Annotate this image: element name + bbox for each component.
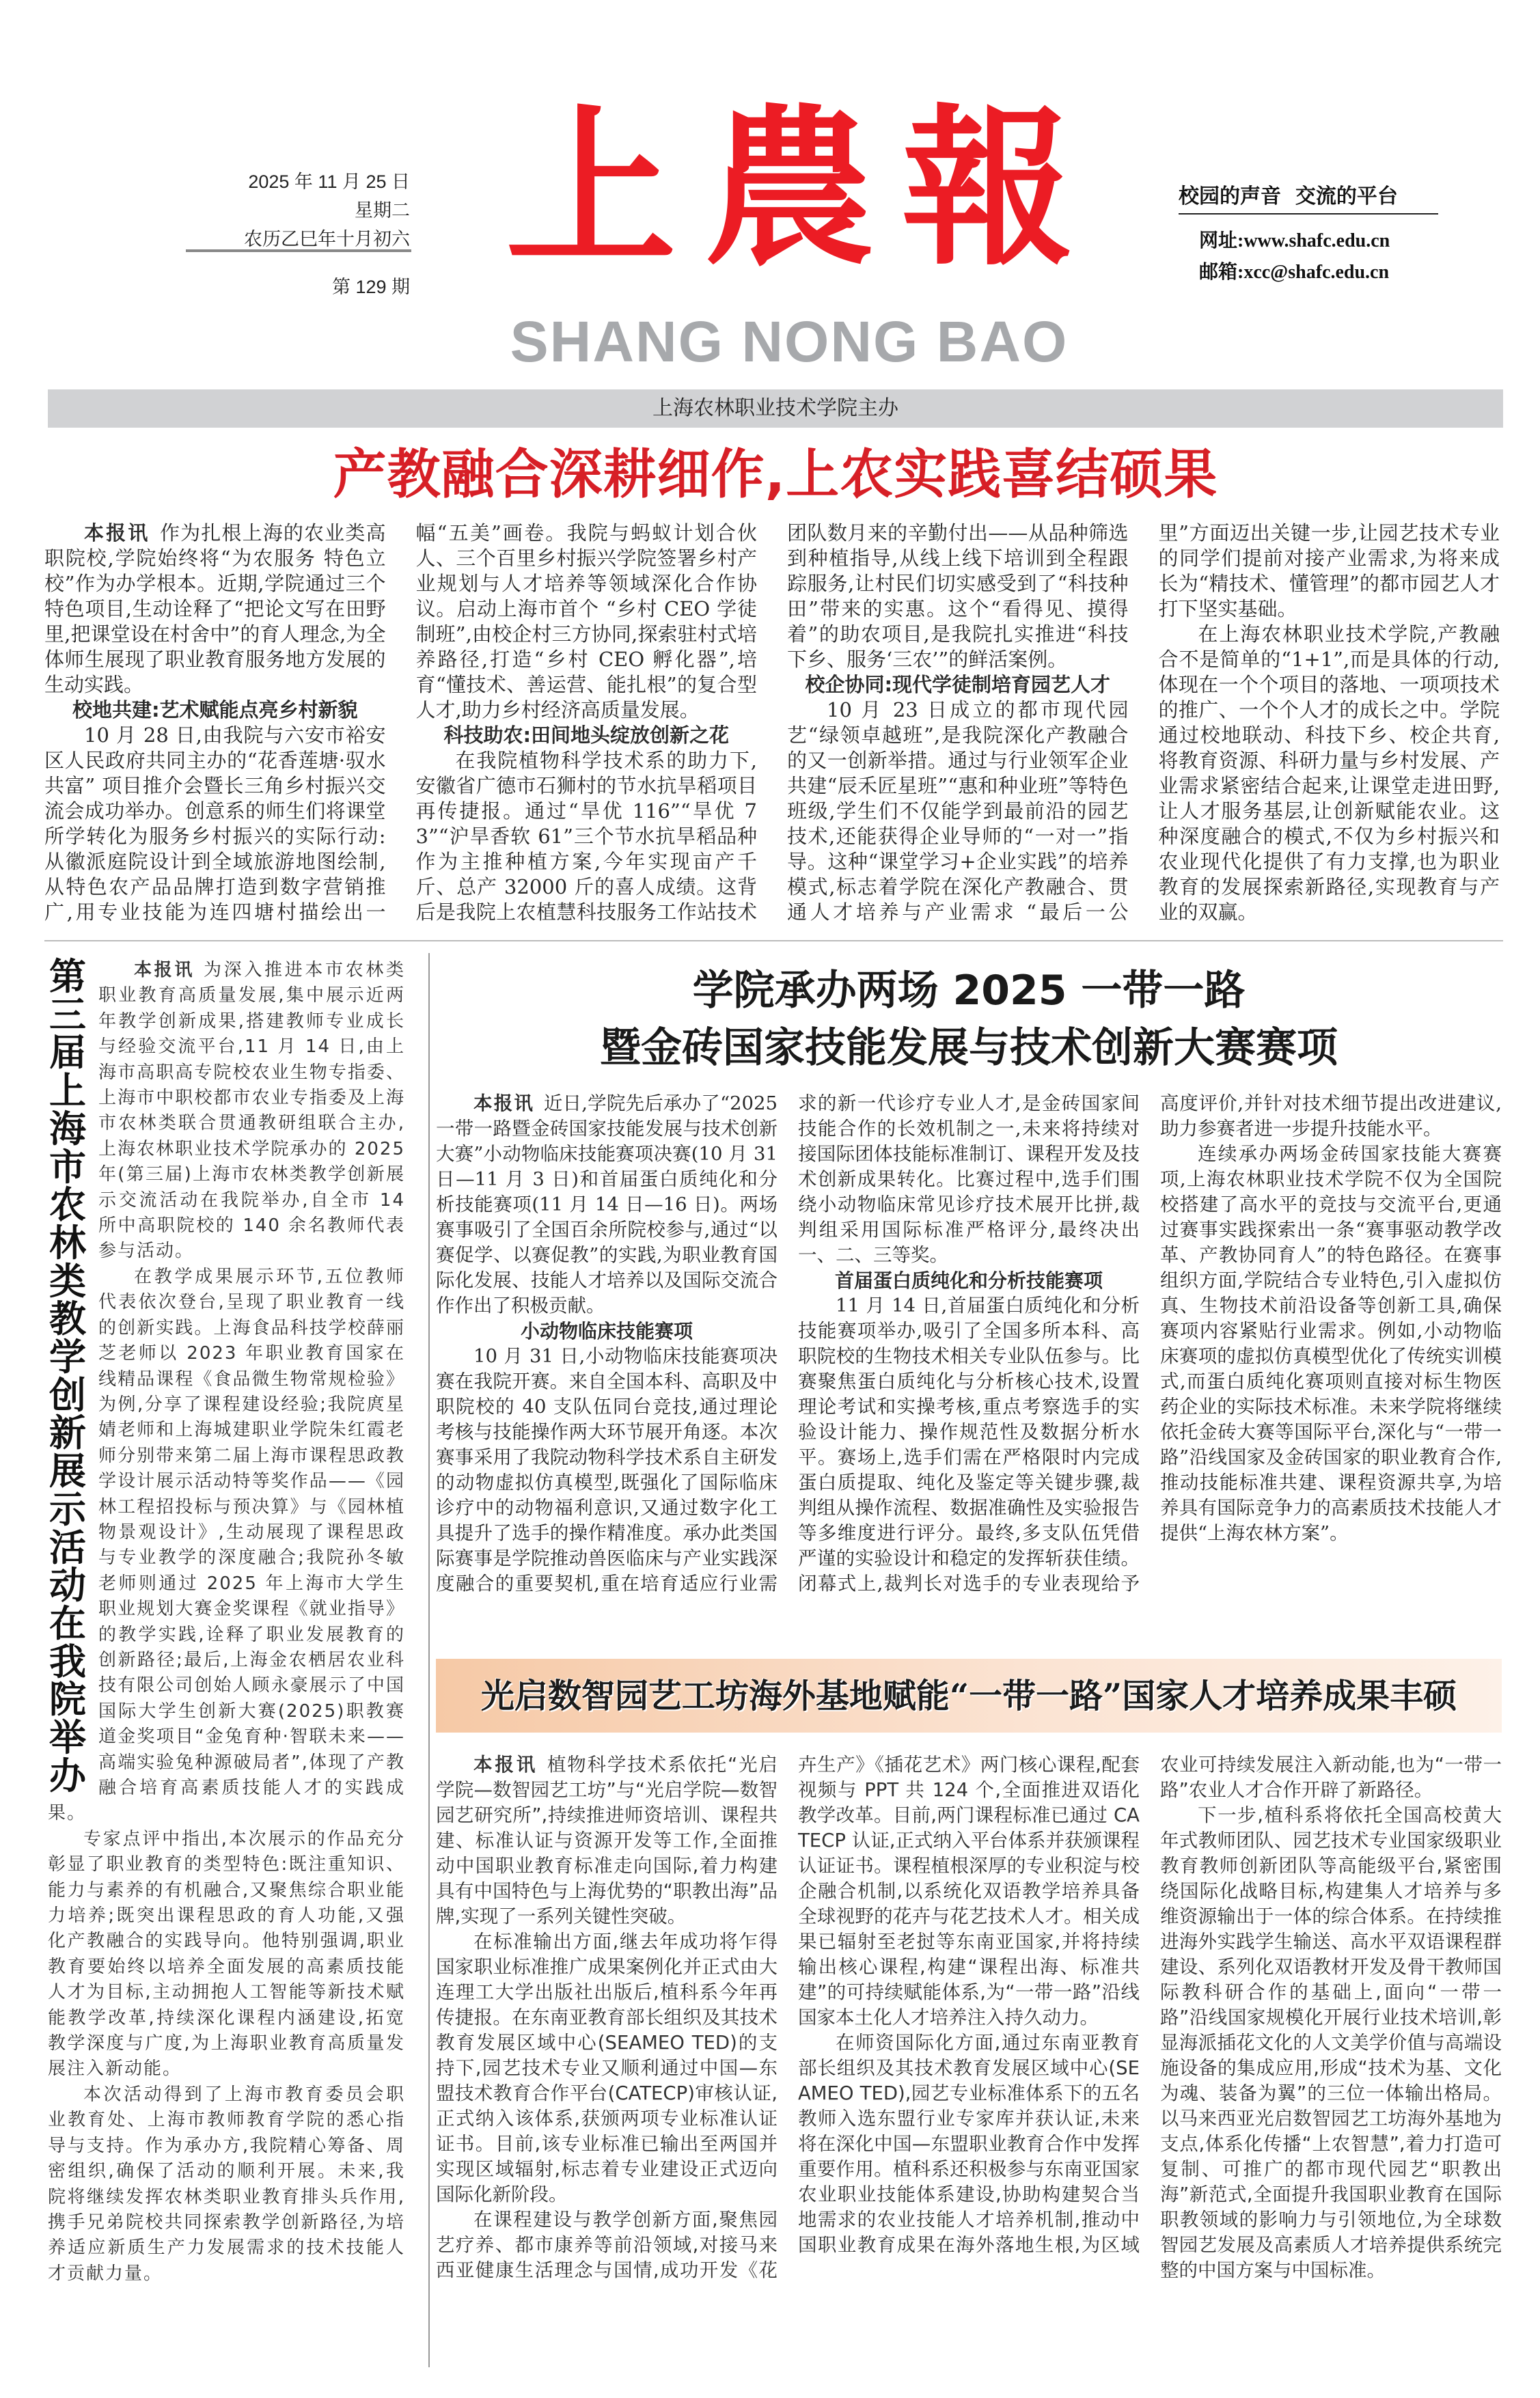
subheading: 首届蛋白质纯化和分析技能赛项 [834, 1269, 1103, 1292]
email-link[interactable]: 邮箱:xcc@shafc.edu.cn [1199, 262, 1390, 283]
paragraph-text: 作为扎根上海的农业类高职院校,学院始终将“为农服务 特色立校”作为办学根本。近期,学院通过三个特色项目,生动诠释了“把论文写在田野里,把课堂设在村舍中”的育人理念,为全体师生展现了职业教育服务地方发展的生动实践。 [44, 521, 386, 696]
paragraph: 下一步,植科系将依托全国高校黄大年式教师团队、园艺技术专业国家级职业教育教师创新团队等高能级平台,紧密围绕国际化战略目标,构建集人才培养与多维资源输出于一体的综合体系。在持续推进海外实践学生输送、高水平双语课程群建设、系列化双语教材开发及骨干教师国际教科研合作的基础上,面向“一带一路”沿线国家规模化开展行业技术培训,彰显海派插花文化的人文美学价值与高端设施设备的集成应用,形成“技术为基、文化为魂、装备为翼”的三位一体输出格局。以马来西亚光启数智园艺工坊海外基地为支点,体系化传播“上农智慧”,着力打造可复制、可推广的都市现代园艺“职教出海”新范式,全面提升我国职业教育在国际职教领域的影响力与引领地位,为全球数智园艺发展及高素质人才培养提供系统完整的中国方案与中国标准。 [1160, 1804, 1502, 2281]
website-link[interactable]: 网址:www.shafc.edu.cn [1199, 230, 1390, 251]
logo-char: 上 [506, 87, 676, 288]
article2-title [436, 962, 1502, 1077]
paragraph [436, 1091, 778, 1319]
subheading: 小动物临床技能赛项 [520, 1320, 693, 1342]
logo-char: 報 [902, 87, 1073, 288]
left-article-title: 第三届上海市农林类教学创新展示活动在我院举办 [49, 954, 86, 1797]
subheading: 校企协同:现代学徒制培育园艺人才 [805, 673, 1111, 696]
subheading: 校地共建:艺术赋能点亮乡村新貌 [72, 698, 358, 721]
paragraph [44, 521, 386, 698]
sponsor-banner: 上海农林职业技术学院主办 [48, 389, 1503, 428]
article2-title-line2: 暨金砖国家技能发展与技术创新大赛赛项 [600, 1024, 1338, 1072]
paragraph: 专家点评中指出,本次展示的作品充分彰显了职业教育的类型特色:既注重知识、能力与素养的有机融合,又聚焦综合职业能力培养;既突出课程思政的育人功能,又强化产教融合的实践导向。他特别强调,职业教育要始终以培养全面发展的高素质技能人才为目标,主动拥抱人工智能等新技术赋能教学改革,持续深化课程内涵建设,拓宽教学深度与广度,为上海职业教育高质量发展注入新动能。 [48, 1828, 405, 2080]
dateline: 本报讯 [84, 521, 150, 545]
left-article [48, 954, 405, 2287]
logo-pinyin: SHANG NONG BAO [510, 309, 1069, 374]
date-divider [186, 249, 411, 252]
logo-char: 農 [704, 87, 875, 288]
subheading: 科技助农:田间地头绽放创新之花 [443, 723, 730, 747]
paragraph: 在课程建设与教学创新方面,聚焦园艺疗养、都市康养等前沿领域,对接马来西亚健康生活理念与国情,成功开发《花卉生产》《插花艺术》两门核心课程,配套视频与 PPT 共 124 个,全面推进双语化教学改革。目前,两门课程标准已通过 CATECP 认证,正式纳入平台体系并获颁课程认证证书。课程植根深厚的专业积淀与校企融合机制,以系统化双语教学培养具备全球视野的花卉与花艺技术人才。相关成果已辐射至老挝等东南亚国家,并将持续输出核心课程,构建“课程出海、标准共建”的可持续赋能体系,为“一带一路”沿线国家本土化人才培养注入持久动力。 [436, 1754, 1140, 2281]
paragraph [436, 1752, 778, 1929]
article3-title [436, 1659, 1502, 1733]
slogan: 校园的声音 交流的平台 [1179, 184, 1398, 208]
issue-number: 第 129 期 [331, 277, 410, 297]
dateline: 本报讯 [473, 1754, 538, 1776]
article1-headline: 产教融合深耕细作,上农实践喜结硕果 [333, 444, 1218, 506]
slogan-divider [1179, 213, 1438, 215]
article3-title-text: 光启数智园艺工坊海外基地赋能“一带一路”国家人才培养成果丰硕 [480, 1676, 1457, 1715]
column-divider [428, 953, 430, 2367]
paragraph-text: 近日,学院先后承办了“2025 一带一路暨金砖国家技能发展与技术创新大赛”小动物临床技能赛项决赛(10 月 31 日—11 月 3 日)和首届蛋白质纯化和分析技能赛项(11 月 14 日—16 日)。两场赛事吸引了全国百余所院校参与,通过“以赛促学、以赛促教”的实践,为职业教育国际化发展、技能人才培养以及国际交流合作作出了积极贡献。 [436, 1092, 778, 1317]
paragraph: 在我院植物科学技术系的助力下,安徽省广德市石狮村的节水抗旱稻项目再传捷报。通过“旱优 116”“旱优 73”“沪旱香软 61”三个节水抗旱稻品种作为主推种植方案,今年实现亩产千斤、总产 32000 斤的喜人成绩。这背后是我院上农植慧科技服务工作站技术团队数月来的辛勤付出——从品种筛选到种植指导,从线上线下培训到全程跟踪服务,让村民们切实感受到了“科技种田”带来的实惠。这个“看得见、摸得着”的助农项目,是我院扎实推进“科技下乡、服务‘三农’”的鲜活案例。 [415, 521, 1129, 924]
dateline: 本报讯 [473, 1092, 535, 1114]
date-block [157, 167, 410, 253]
lunar-date: 农历乙巳年十月初六 [244, 229, 410, 249]
contact-info [1199, 225, 1500, 288]
weekday: 星期二 [355, 200, 410, 221]
paragraph: 11 月 14 日,首届蛋白质纯化和分析技能赛项举办,吸引了全国多所本科、高职院校的生物技术相关专业队伍参与。比赛聚焦蛋白质纯化与分析核心技术,设置理论考试和实操考核,重点考察选手的实验设计能力、操作规范性及数据分析水平。赛场上,选手们需在严格限时内完成蛋白质提取、纯化及鉴定等关键步骤,裁判组从操作流程、数据准确性及实验报告等多维度进行评分。最终,多支队伍凭借严谨的实验设计和稳定的发挥斩获佳绩。闭幕式上,裁判长对选手的专业表现给予高度评价,并针对技术细节提出改进建议,助力参赛者进一步提升技能水平。 [798, 1092, 1502, 1595]
paragraph: 在标准输出方面,继去年成功将乍得国家职业标准推广成果案例化并正式由大连理工大学出版社出版后,植科系今年再传捷报。在东南亚教育部长组织及其技术教育发展区域中心(SEAMEO TED)的支持下,园艺技术专业又顺利通过中国—东盟技术教育合作平台(CATECP)审核认证,正式纳入该体系,获颁两项专业标准认证证书。目前,该专业标准已输出至两国并实现区域辐射,标志着专业建设正式迈向国际化新阶段。 [436, 1931, 778, 2205]
paragraph-text: 植物科学技术系依托“光启学院—数智园艺工坊”与“光启学院—数智园艺研究所”,持续推进师资培训、课程共建、标准认证与资源开发等工作,全面推动中国职业教育标准走向国际,着力构建具有中国特色与上海优势的“职教出海”品牌,实现了一系列关键性突破。 [436, 1754, 778, 1927]
article3-body [436, 1752, 1502, 2283]
dateline: 本报讯 [134, 960, 195, 980]
section-divider [44, 940, 1503, 941]
paragraph: 在上海农林职业技术学院,产教融合不是简单的“1+1”,而是具体的行动,体现在一个个项目的落地、一项项技术的推广、一个个人才的成长之中。学院通过校地联动、科技下乡、校企共育,将教育资源、科研力量与乡村发展、产业需求紧密结合起来,让课堂走进田野,让人才服务基层,让创新赋能农业。这种深度融合的模式,不仅为乡村振兴和农业现代化提供了有力支撑,也为职业教育的发展探索新路径,实现教育与产业的双赢。 [1158, 622, 1500, 924]
paragraph: 本次活动得到了上海市教育委员会职业教育处、上海市教师教育学院的悉心指导与支持。作为承办方,我院精心筹备、周密组织,确保了活动的顺利开展。未来,我院将继续发挥农林类职业教育排头兵作用,携手兄弟院校共同探索教学创新路径,为培养适应新质生产力发展需求的技术技能人才贡献力量。 [48, 2084, 405, 2284]
paragraph-text: 为深入推进本市农林类职业教育高质量发展,集中展示近两年教学创新成果,搭建教师专业成长与经验交流平台,11 月 14 日,由上海市高职高专院校农业生物专指委、上海市中职校都市农业专指委及上海市农林类联合贯通教研组联合主办,上海农林职业技术学院承办的 2025 年(第三届)上海市农林类教学创新展示交流活动在我院举办,自全市 14 所中高职院校的 140 余名教师代表参与活动。 [98, 960, 405, 1262]
article2-title-line1: 学院承办两场 2025 一带一路 [692, 967, 1246, 1015]
paragraph: 10 月 23 日成立的都市现代园艺“绿领卓越班”,是我院深化产教融合的又一创新举措。通过与行业领军企业共建“辰禾匠星班”“惠和种业班”等特色班级,学生们不仅能学到最前沿的园艺技术,还能获得企业导师的“一对一”指导。这种“课堂学习+企业实践”的培养模式,标志着学院在深化产教融合、贯通人才培养与产业需求 “最后一公里”方面迈出关键一步,让园艺技术专业的同学们提前对接产业需求,为将来成长为“精技术、懂管理”的都市园艺人才打下坚实基础。 [787, 521, 1500, 924]
paragraph [48, 958, 405, 1265]
paragraph: 10 月 31 日,小动物临床技能赛项决赛在我院开赛。来自全国本科、高职及中职院校的 40 支队伍同台竞技,通过理论考核与技能操作两大环节展开角逐。本次赛事采用了我院动物科学技术系自主研发的动物虚拟仿真模型,既强化了国际临床诊疗中的动物福利意识,又通过数字化工具提升了选手的操作精准度。承办此类国际赛事是学院推动兽医临床与产业实践深度融合的重要契机,重在培育适应行业需求的新一代诊疗专业人才,是金砖国家间技能合作的长效机制之一,未来将持续对接国际团体技能标准制订、课程开发及技术创新成果转化。比赛过程中,选手们围绕小动物临床常见诊疗技术展开比拼,裁判组采用国际标准严格评分,最终决出一、二、三等奖。 [436, 1092, 1140, 1595]
article2-body [436, 1091, 1502, 1597]
paragraph: 10 月 28 日,由我院与六安市裕安区人民政府共同主办的“花香莲塘·驭水共富” 项目推介会暨长三角乡村振兴交流会成功举办。创意系的师生们将课堂所学转化为服务乡村振兴的实际行动:从徽派庭院设计到全域旅游地图绘制,从特色农产品品牌打造到数字营销推广,用专业技能为连四塘村描绘出一幅“五美”画卷。我院与蚂蚁计划合伙人、三个百里乡村振兴学院签署乡村产业规划与人才培养等领域深化合作协议。启动上海市首个 “乡村 CEO 学徒制班”,由校企村三方协同,探索驻村式培养路径,打造“乡村 CEO 孵化器”,培育“懂技术、善运营、能扎根”的复合型人才,助力乡村经济高质量发展。 [44, 521, 757, 924]
paragraph: 在师资国际化方面,通过东南亚教育部长组织及其技术教育发展区域中心(SEAMEO TED),园艺专业标准体系下的五名教师入选东盟行业专家库并获认证,未来将在深化中国—东盟职业教育合作中发挥重要作用。植科系还积极参与东南亚国家农业职业技能体系建设,协助构建契合当地需求的农业技能人才培养机制,推动中国职业教育成果在海外落地生根,为区域农业可持续发展注入新动能,也为“一带一路”农业人才合作开辟了新路径。 [798, 1754, 1502, 2256]
article1-body [44, 521, 1500, 925]
publication-date: 2025 年 11 月 25 日 [248, 171, 410, 192]
newspaper-logo [506, 65, 1073, 311]
paragraph: 在教学成果展示环节,五位教师代表依次登台,呈现了职业教育一线的创新实践。上海食品科技学校薛丽芝老师以 2023 年职业教育国家在线精品课程《食品微生物常规检验》为例,分享了课程建设经验;我院庹星婧老师和上海城建职业学院朱红霞老师分别带来第二届上海市课程思政教学设计展示活动特等奖作品——《园林工程招投标与预决算》与《园林植物景观设计》,生动展现了课程思政与专业教学的深度融合;我院孙冬敏老师则通过 2025 年上海市大学生职业规划大赛金奖课程《就业指导》的教学实践,诠释了职业发展教育的创新路径;最后,上海金农栖居农业科技有限公司创始人顾永豪展示了中国国际大学生创新大赛(2025)职教赛道金奖项目“金兔育种·智联未来——高端实验兔种源破局者”,体现了产教融合培育高素质技能人才的实践成果。 [48, 1266, 405, 1824]
paragraph: 连续承办两场金砖国家技能大赛赛项,上海农林职业技术学院不仅为全国院校搭建了高水平的竞技与交流平台,更通过赛事实践探索出一条“赛事驱动教学改革、产教协同育人”的特色路径。在赛事组织方面,学院结合专业特色,引入虚拟仿真、生物技术前沿设备等创新工具,确保赛项内容紧贴行业需求。例如,小动物临床赛项的虚拟仿真模型优化了传统实训模式,而蛋白质纯化赛项则直接对标生物医药企业的实际技术标准。未来学院将继续依托金砖大赛等国际平台,深化与“一带一路”沿线国家及金砖国家的职业教育合作,推动技能标准共建、课程资源共享,为培养具有国际竞争力的高素质技术技能人才提供“上海农林方案”。 [1160, 1143, 1502, 1544]
